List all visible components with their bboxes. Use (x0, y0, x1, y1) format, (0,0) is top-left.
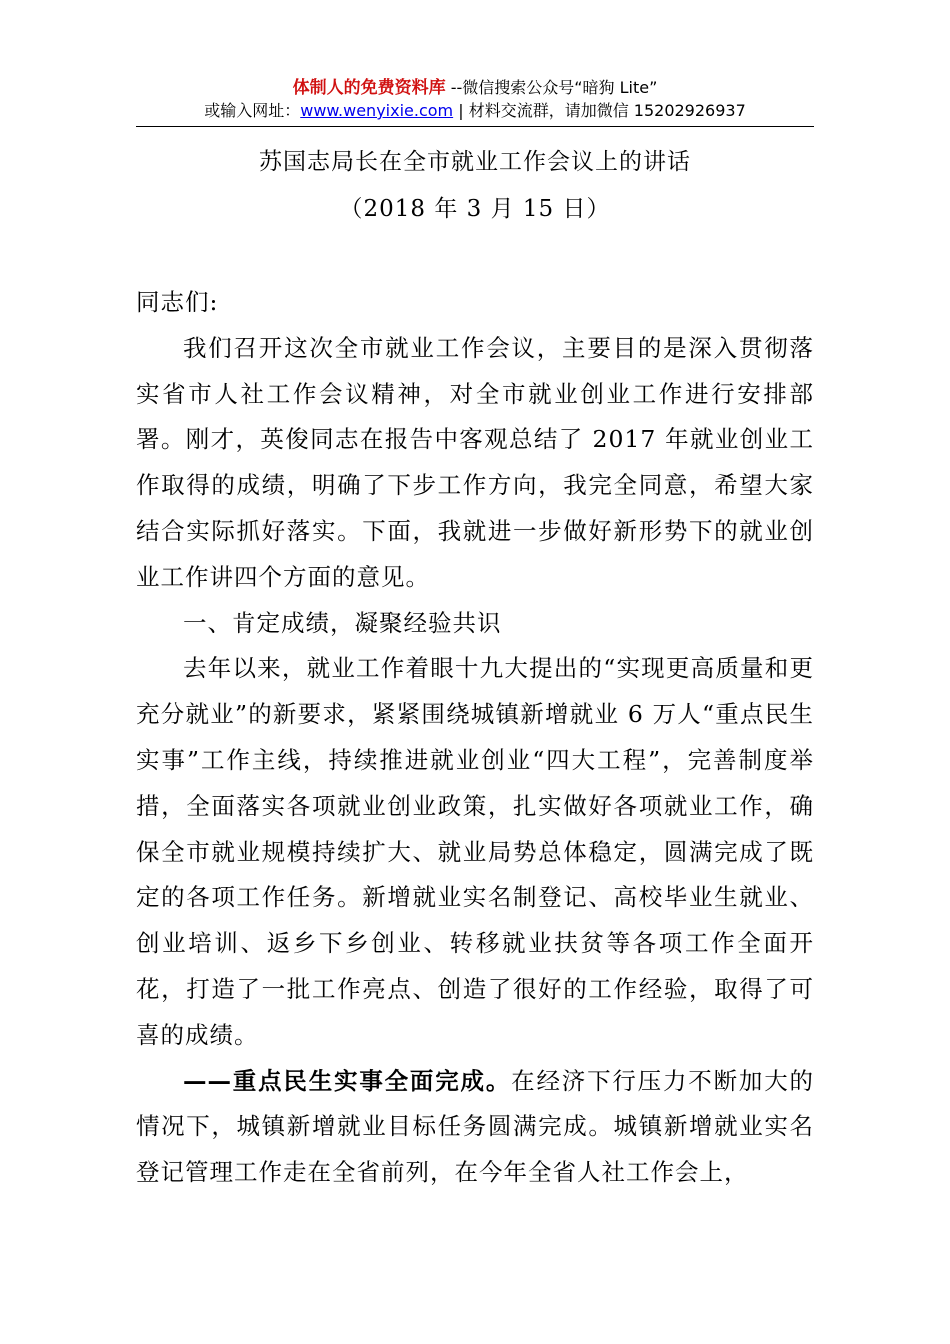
contact-text: | 材料交流群，请加微信 15202926937 (453, 101, 746, 120)
section-heading: 一、肯定成绩，凝聚经验共识 (183, 608, 502, 637)
header-line-2 (136, 100, 814, 122)
paragraph-lead-bold: ——重点民生实事全面完成。 (183, 1066, 512, 1095)
paragraph-intro: 我们召开这次全市就业工作会议，主要目的是深入贯彻落实省市人社工作会议精神，对全市就业创业工作进行安排部署。刚才，英俊同志在报告中客观总结了 2017 年就业创业工作取得的成绩，明确了下步工作方向，我完全同意，希望大家结合实际抓好落实。下面，我就进一步做好新形势下的就业创业工作讲四个方面的意见。 (136, 333, 814, 591)
website-link[interactable]: www.wenyixie.com (300, 101, 454, 120)
salutation: 同志们: (136, 288, 219, 316)
header-line-1 (136, 76, 814, 100)
document-date: （2018 年 3 月 15 日） (339, 196, 611, 222)
document-body (136, 280, 814, 1196)
header-tagline: --微信搜索公众号“暗狗 Lite” (445, 78, 658, 97)
paragraph-continuation: 在经济下行压力不断加大的情况下，城镇新增就业目标任务圆满完成。城镇新增就业实名登记管理工作走在全省前列，在今年全省人社工作会上， (136, 1066, 815, 1187)
paragraph-key-projects (136, 1059, 814, 1196)
brand-name: 体制人的免费资料库 (292, 78, 446, 98)
document-title: 苏国志局长在全市就业工作会议上的讲话 (259, 149, 691, 175)
header-banner (136, 76, 814, 122)
header-divider (136, 126, 814, 127)
paragraph-achievements: 去年以来，就业工作着眼十九大提出的“实现更高质量和更充分就业”的新要求，紧紧围绕城镇新增就业 6 万人“重点民生实事”工作主线，持续推进就业创业“四大工程”，完善制度举措，全面落实各项就业创业政策，扎实做好各项就业工作，确保全市就业规模持续扩大、就业局势总体稳定，圆满完成了既定的各项工作任务。新增就业实名制登记、高校毕业生就业、创业培训、返乡下乡创业、转移就业扶贫等各项工作全面开花，打造了一批工作亮点、创造了很好的工作经验，取得了可喜的成绩。 (136, 654, 814, 1049)
url-prefix: 或输入网址： (204, 101, 301, 120)
